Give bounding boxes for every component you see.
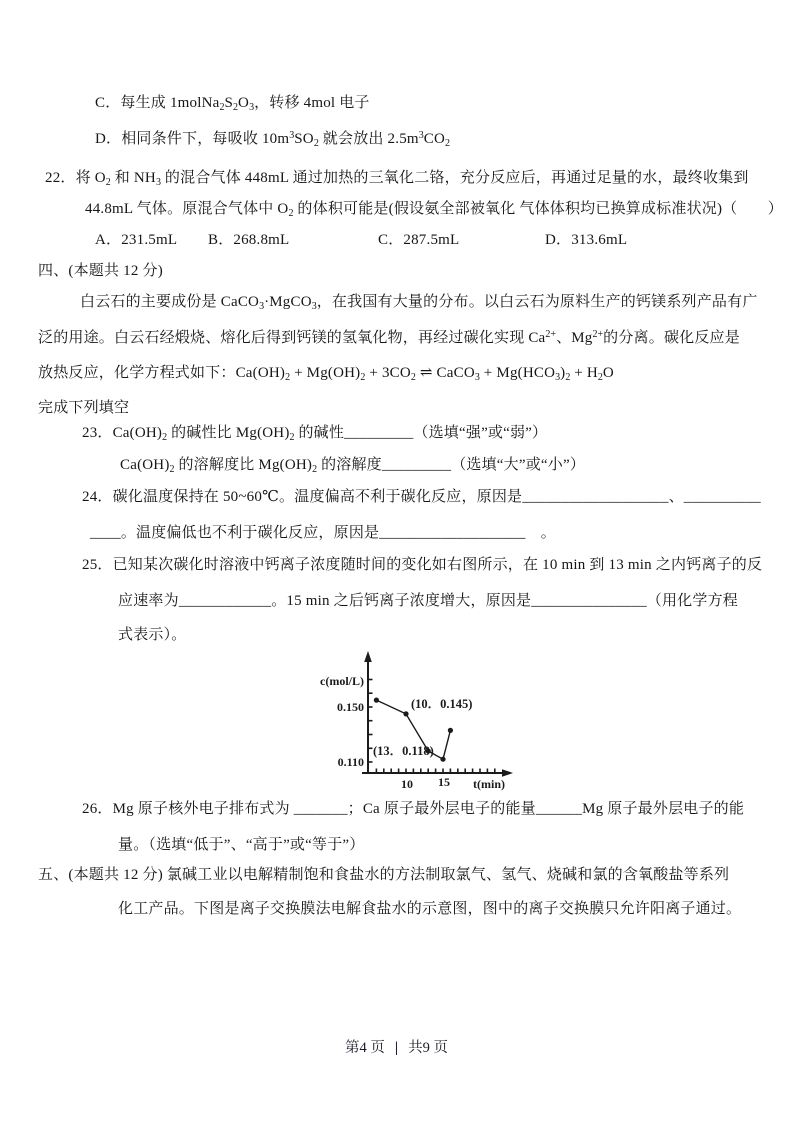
x-tick-15: 15: [438, 775, 450, 789]
q22-option-a: A．231.5mL: [95, 232, 178, 248]
concentration-time-chart: [318, 645, 548, 793]
q21-option-c: C．每生成 $1molNa_2S_2O_3$，转移 4mol 电子: [95, 95, 370, 113]
footer-total-pages: 共9 页: [408, 1040, 448, 1056]
chart-plot-dynamic: [368, 680, 495, 774]
x-tick-10: 10: [401, 777, 413, 791]
footer-separator: |: [394, 1040, 399, 1056]
complete-blanks-prompt: 完成下列填空: [38, 400, 130, 416]
x-axis-arrow-icon: [502, 769, 513, 777]
q22-line1: 22．将 $O_2$ 和 $NH_3$ 的混合气体 448mL 通过加热的三氧化二铬，充分反应后，再通过足量的水，最终收集到: [45, 170, 749, 188]
q25-line1: 25．已知某次碳化时溶液中钙离子浓度随时间的变化如右图所示，在 10 min 到 13 min 之内钙离子的反: [82, 557, 763, 573]
q25-line3: 式表示）。: [118, 627, 187, 643]
q23-line1: 23．$Ca(OH)_2$ 的碱性比 $Mg(OH)_2$ 的碱性_________（选填“强”或“弱”）: [82, 425, 548, 443]
section5-line2: 化工产品。下图是离子交换膜法电解食盐水的示意图，图中的离子交换膜只允许阳离子通过。: [118, 901, 742, 917]
section4-intro-line2: 泛的用途。白云石经煅烧、熔化后得到钙镁的氢氧化物，再经过碳化实现 $Ca^{2+}$、$Mg^{2+}$的分离。碳化反应是: [38, 329, 740, 346]
page-footer: [0, 1036, 793, 1057]
q21-option-d: D．相同条件下，每吸收 $10m^3SO_2$ 就会放出 $2.5m^3CO_2$: [95, 130, 451, 149]
y-axis-label: c(mol/L): [320, 674, 364, 688]
footer-page-number: 第4 页: [345, 1040, 385, 1056]
section4-intro-line1: 白云石的主要成份是 CaCO$_3$·MgCO$_3$，在我国有大量的分布。以白云石为原料生产的钙镁系列产品有广: [80, 294, 758, 312]
q25-line2: 应速率为____________。15 min 之后钙离子浓度增大，原因是_______________（用化学方程: [118, 593, 738, 609]
chart-svg: [318, 645, 548, 793]
q26-line1: 26．Mg 原子核外电子排布式为 _______；Ca 原子最外层电子的能量______Mg 原子最外层电子的能: [82, 801, 745, 817]
q24-line1: 24．碳化温度保持在 50~60℃。温度偏高不利于碳化反应，原因是___________________、__________: [82, 489, 761, 505]
section4-header: 四、(本题共 12 分): [38, 263, 163, 279]
q23-line2: $Ca(OH)_2$ 的溶解度比 $Mg(OH)_2$ 的溶解度_________（选填“大”或“小”）: [120, 457, 586, 475]
y-tick-0150: 0.150: [337, 700, 364, 714]
section5-header-line1: 五、(本题共 12 分) 氯碱工业以电解精制饱和食盐水的方法制取氯气、氢气、烧碱和氯的含氧酸盐等系列: [38, 867, 730, 883]
q22-line2: 44.8mL 气体。原混合气体中 $O_2$ 的体积可能是(假设氨全部被氧化 气体体积均已换算成标准状况)（ ）: [85, 201, 783, 219]
q26-line2: 量。（选填“低于”、“高于”或“等于”）: [118, 837, 365, 853]
y-tick-0110: 0.110: [337, 755, 364, 769]
section4-equation-line: 放热反应，化学方程式如下：$Ca(OH)_2 + Mg(OH)_2 + 3CO_2$ ⇌ CaCO$_3$ + $Mg(HCO_3)_2 + H_2O$: [38, 365, 614, 383]
q22-option-b: B．268.8mL: [208, 232, 290, 248]
point-label-10-0145: (10．0.145): [411, 697, 473, 711]
q22-option-d: D．313.6mL: [545, 232, 628, 248]
q22-option-c: C．287.5mL: [378, 232, 460, 248]
x-axis-label: t(min): [473, 777, 505, 791]
y-axis-arrow-icon: [364, 651, 372, 662]
point-label-13-0118: (13．0.118): [373, 744, 434, 758]
q24-line2: ____。温度偏低也不利于碳化反应，原因是___________________ 。: [90, 525, 556, 541]
